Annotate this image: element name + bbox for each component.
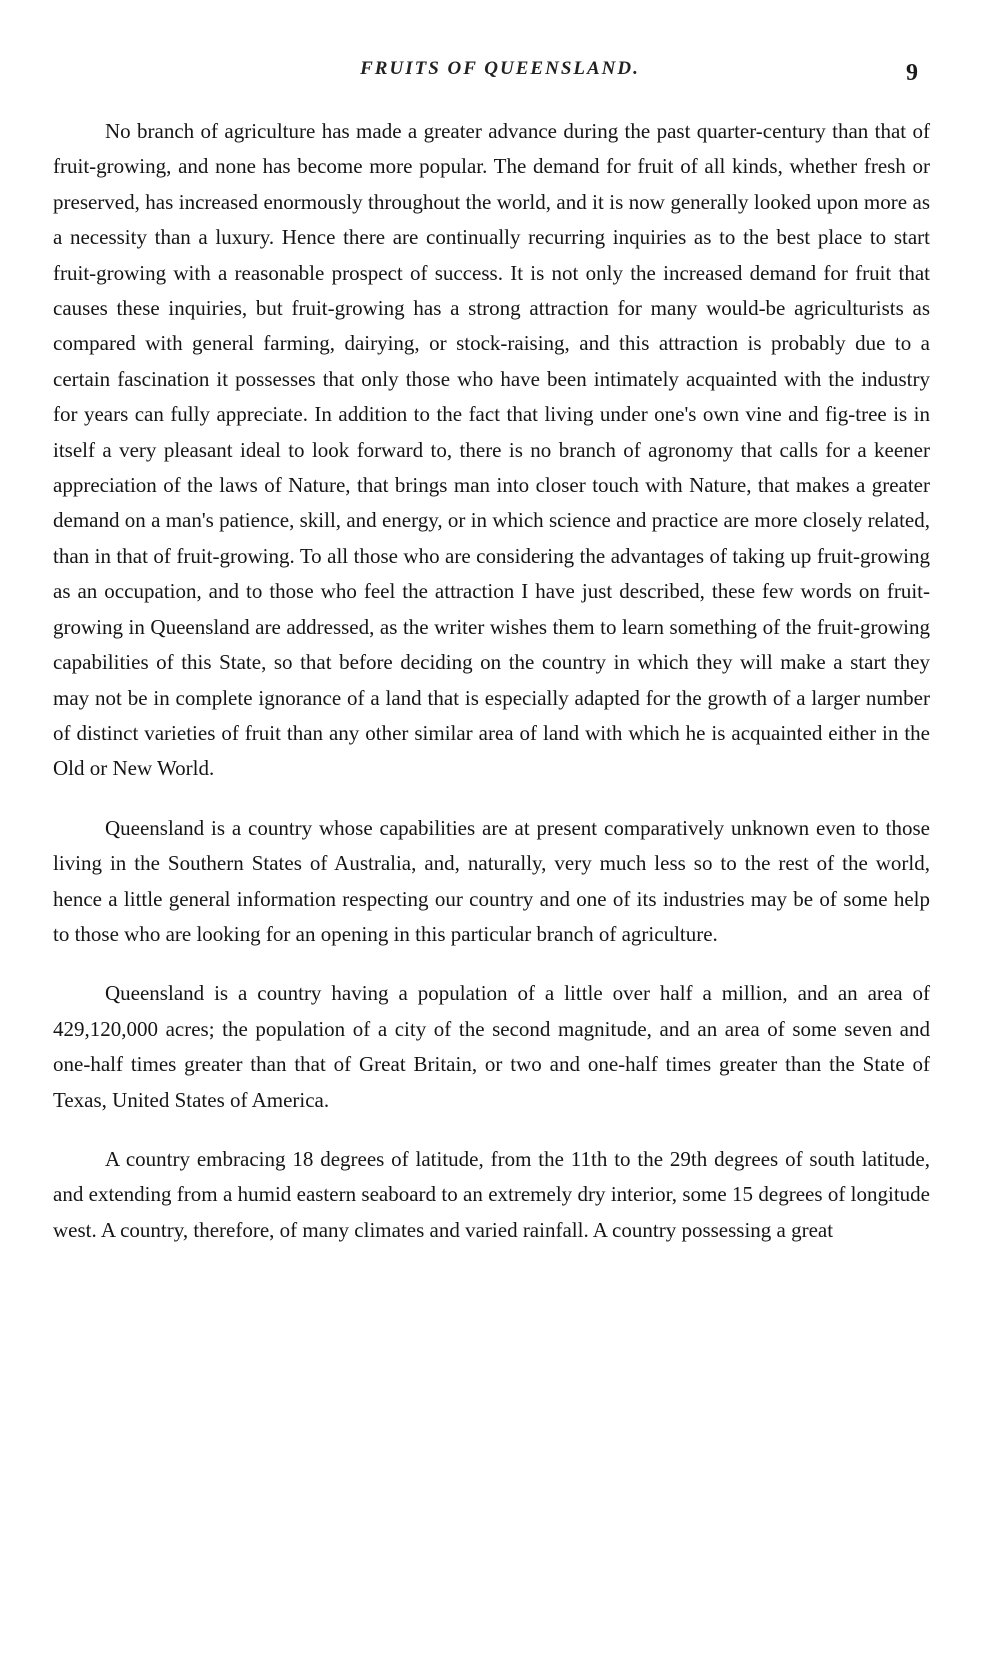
paragraph-latitude-climates: A country embracing 18 degrees of latitude, from the 11th to the 29th degrees of south latitude, and extending from a humid eastern seaboard to an extremely dry interior, some 15 degrees of longitude west. A country, therefore, of many climates and varied rainfall. A country possessing a great: [53, 1146, 930, 1242]
paragraph-queensland-capabilities: Queensland is a country whose capabilities are at present comparatively unknown even to those living in the Southern States of Australia, and, naturally, very much less so to the rest of the world, hence a little general information respecting our country and one of its industries may be of some help to those who are looking for an opening in this particular branch of agriculture.: [53, 815, 930, 946]
body-text: [53, 114, 930, 1272]
paragraph-population-area: Queensland is a country having a population of a little over half a million, and an area of 429,120,000 acres; the population of a city of the second magnitude, and an area of some seven and one-half times greater than that of Great Britain, or two and one-half times greater than the State of Texas, United States of America.: [53, 981, 930, 1112]
paragraph-fruit-growing-advance: No branch of agriculture has made a greater advance during the past quarter-century than that of fruit-growing, and none has become more popular. The demand for fruit of all kinds, whether fresh or preserved, has increased enormously throughout the world, and it is now generally looked upon more as a necessity than a luxury. Hence there are continually recurring inquiries as to the best place to start fruit-growing with a reasonable prospect of success. It is not only the increased demand for fruit that causes these inquiries, but fruit-growing has a strong attraction for many would-be agriculturists as compared with general farming, dairying, or stock-raising, and this attraction is probably due to a certain fascination it possesses that only those who have been intimately acquainted with the industry for years can fully appreciate. In addition to the fact that living under one's own vine and fig-tree is in itself a very pleasant ideal to look forward to, there is no branch of agronomy that calls for a keener appreciation of the laws of Nature, that brings man into closer touch with Nature, that makes a greater demand on a man's patience, skill, and energy, or in which science and practice are more closely related, than in that of fruit-growing. To all those who are considering the advantages of taking up fruit-growing as an occupation, and to those who feel the attraction I have just described, these few words on fruit-growing in Queensland are addressed, as the writer wishes them to learn something of the fruit-growing capabilities of this State, so that before deciding on the country in which they will make a start they may not be in complete ignorance of a land that is especially adapted for the growth of a larger number of distinct varieties of fruit than any other similar area of land with which he is acquainted either in the Old or New World.: [53, 119, 930, 781]
page-number: 9: [906, 60, 918, 86]
running-title: FRUITS OF QUEENSLAND.: [360, 58, 640, 79]
running-head: [0, 54, 1000, 94]
